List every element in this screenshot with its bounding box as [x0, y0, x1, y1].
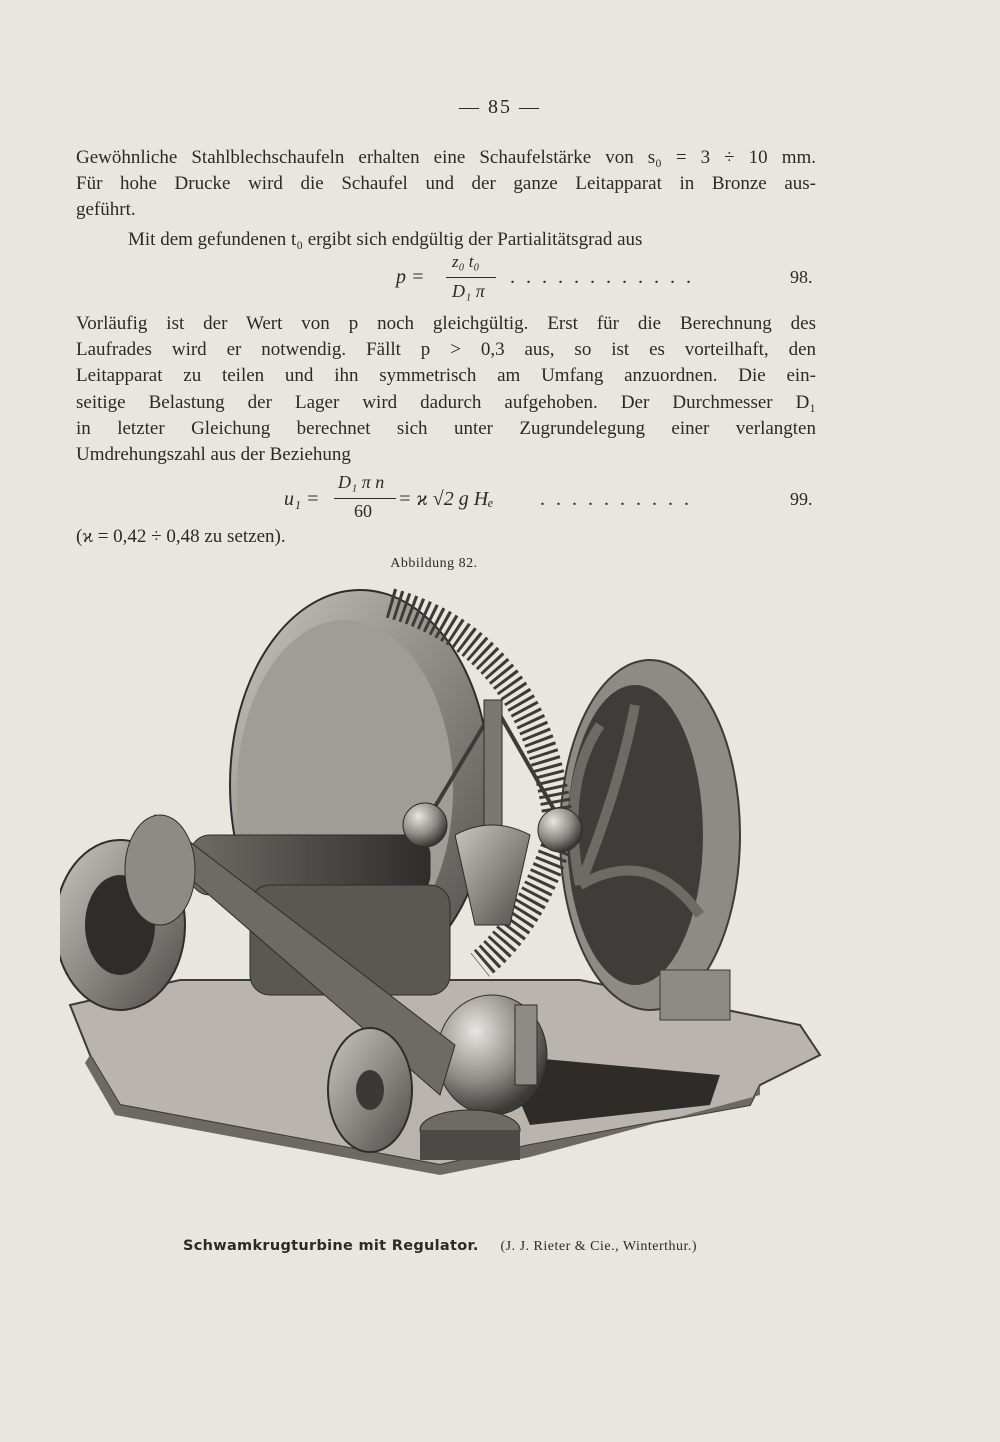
- caption-credit: (J. J. Rieter & Cie., Winterthur.): [500, 1239, 698, 1254]
- figure-label: Abbildung 82.: [390, 556, 478, 571]
- turbine-illustration: [60, 585, 830, 1175]
- text-line: Vorläufig ist der Wert von p noch gleichgültig. Erst für die Berechnung des: [76, 313, 816, 334]
- text-line: (ϰ = 0,42 ÷ 0,48 zu setzen).: [76, 526, 286, 547]
- paragraph-note: [76, 524, 816, 550]
- eq99-fraction-bar: [334, 498, 396, 499]
- eq98-lhs: p =: [396, 266, 425, 288]
- text-line: Leitapparat zu teilen und ihn symmetrisch am Umfang anzuordnen. Die ein-: [76, 365, 816, 387]
- text-line: Umdrehungszahl aus der Beziehung: [76, 444, 351, 466]
- page-number: — 85 —: [459, 96, 541, 118]
- text-line: Gewöhnliche Stahlblechschaufeln erhalten eine Schaufelstärke von s₀ = 3 ÷ 10 mm.: [76, 147, 816, 168]
- eq99-numerator: D₁ π n: [338, 472, 385, 492]
- paragraph-2: [76, 227, 816, 253]
- eq99-rhs: = ϰ √2 g Hₑ: [398, 488, 494, 510]
- equation-99: [0, 470, 1000, 530]
- governor-ball-left: [403, 803, 447, 847]
- eq99-denominator: 60: [354, 501, 372, 521]
- equation-98: [0, 252, 1000, 312]
- eq98-numerator: z₀ t₀: [452, 252, 480, 271]
- text-line: seitige Belastung der Lager wird dadurch aufgehoben. Der Durchmesser D₁: [76, 391, 816, 413]
- text-line: Für hohe Drucke wird die Schaufel und der ganze Leitapparat in Bronze aus-: [76, 173, 816, 195]
- eq99-dots: . . . . . . . . . .: [540, 488, 692, 510]
- eq98-denominator: D₁ π: [452, 281, 485, 301]
- eq99-lhs: u₁ =: [284, 488, 320, 510]
- governor-ball-right: [538, 808, 582, 852]
- caption-title: Schwamkrugturbine mit Regulator.: [183, 1238, 479, 1254]
- text-line: Mit dem gefundenen t₀ ergibt sich endgültig der Partialitätsgrad aus: [128, 229, 643, 250]
- figure-caption: [183, 1238, 697, 1255]
- paragraph-3: [76, 311, 816, 468]
- eq98-number: 98.: [790, 267, 813, 287]
- eq98-fraction-bar: [446, 277, 496, 278]
- text-line: geführt.: [76, 199, 136, 221]
- text-line: in letzter Gleichung berechnet sich unter Zugrundelegung einer verlangten: [76, 417, 816, 439]
- text-line: Laufrades wird er notwendig. Fällt p > 0,3 aus, so ist es vorteilhaft, den: [76, 339, 816, 361]
- paragraph-1: [76, 145, 816, 224]
- eq99-number: 99.: [790, 489, 813, 509]
- eq98-dots: . . . . . . . . . . . .: [510, 266, 694, 288]
